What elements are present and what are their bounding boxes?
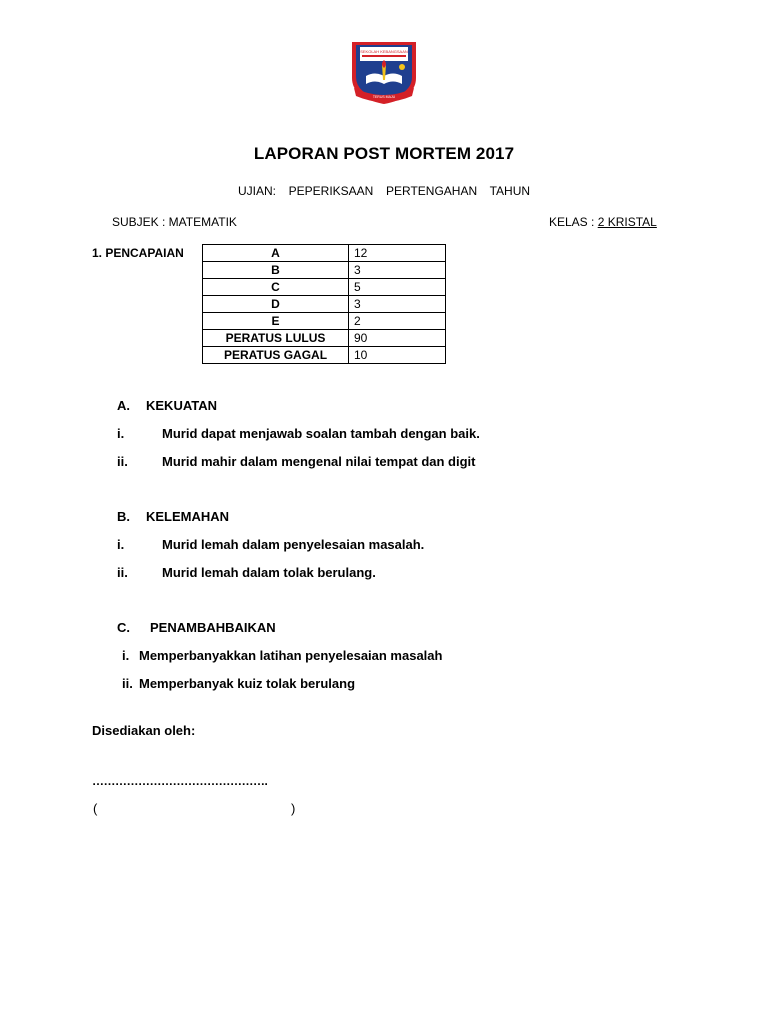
- count-cell: 5: [349, 279, 446, 296]
- section-heading: KELEMAHAN: [146, 509, 230, 524]
- crest-emblem: [399, 64, 405, 70]
- count-cell: 3: [349, 296, 446, 313]
- table-row: [203, 347, 446, 364]
- table-row: [203, 296, 446, 313]
- subject-label: SUBJEK : MATEMATIK: [112, 215, 237, 229]
- item-number: i.: [117, 537, 125, 552]
- list-item: Murid mahir dalam mengenal nilai tempat dan digit: [162, 454, 476, 469]
- class-label-prefix: KELAS :: [549, 215, 598, 229]
- fail-percent-label: PERATUS GAGAL: [203, 347, 349, 364]
- fail-percent-value: 10: [349, 347, 446, 364]
- crest-bottom-text: TERUS MAJU: [372, 95, 396, 99]
- name-paren-close: ): [291, 801, 296, 816]
- section-heading: PENAMBAHBAIKAN: [150, 620, 276, 635]
- table-row: [203, 330, 446, 347]
- item-number: ii.: [117, 565, 128, 580]
- grade-cell: B: [203, 262, 349, 279]
- list-item: Memperbanyak kuiz tolak berulang: [139, 676, 356, 691]
- list-item: Murid lemah dalam tolak berulang.: [162, 565, 376, 580]
- pass-percent-label: PERATUS LULUS: [203, 330, 349, 347]
- exam-subtitle: UJIAN: PEPERIKSAAN PERTENGAHAN TAHUN: [237, 184, 531, 198]
- grade-cell: C: [203, 279, 349, 296]
- count-cell: 2: [349, 313, 446, 330]
- table-row: [203, 245, 446, 262]
- school-crest-logo: [348, 40, 420, 106]
- item-number: ii.: [117, 454, 128, 469]
- pass-percent-value: 90: [349, 330, 446, 347]
- prepared-by-label: Disediakan oleh:: [92, 723, 196, 738]
- grade-cell: A: [203, 245, 349, 262]
- grade-cell: D: [203, 296, 349, 313]
- name-paren-open: (: [93, 801, 98, 816]
- signature-line: ……………………………………….: [92, 774, 268, 788]
- section-letter: C.: [117, 620, 130, 635]
- list-item: Murid dapat menjawab soalan tambah dengan baik.: [162, 426, 480, 441]
- achievement-table: [202, 244, 446, 364]
- list-item: Murid lemah dalam penyelesaian masalah.: [162, 537, 425, 552]
- section-heading: KEKUATAN: [146, 398, 218, 413]
- item-number: ii.: [122, 676, 133, 691]
- count-cell: 12: [349, 245, 446, 262]
- count-cell: 3: [349, 262, 446, 279]
- achievement-label: 1. PENCAPAIAN: [92, 246, 184, 260]
- table-row: [203, 262, 446, 279]
- table-row: [203, 313, 446, 330]
- section-letter: A.: [117, 398, 130, 413]
- class-label: [549, 215, 657, 229]
- page-title: LAPORAN POST MORTEM 2017: [253, 144, 515, 163]
- section-letter: B.: [117, 509, 130, 524]
- table-row: [203, 279, 446, 296]
- class-value: 2 KRISTAL: [597, 215, 657, 229]
- item-number: i.: [122, 648, 130, 663]
- grade-cell: E: [203, 313, 349, 330]
- crest-top-text: SEKOLAH KEBANGSAAN: [360, 49, 408, 54]
- item-number: i.: [117, 426, 125, 441]
- list-item: Memperbanyakkan latihan penyelesaian masalah: [139, 648, 443, 663]
